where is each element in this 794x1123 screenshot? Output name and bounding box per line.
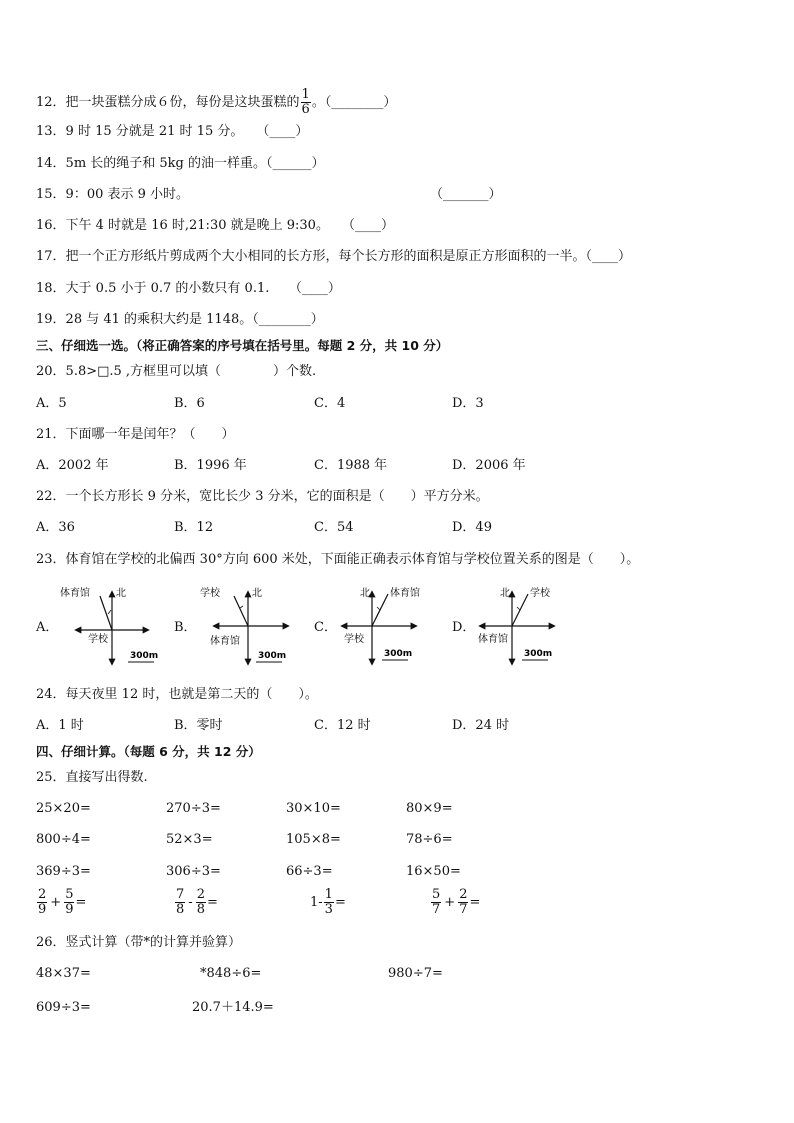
q12-text: 12．把一块蛋糕分成６份，每份是这块蛋糕的 <box>36 94 300 110</box>
q24-option-c[interactable]: C．12 时 <box>314 718 371 733</box>
diagram-b-top-label: 学校 <box>200 588 220 599</box>
diagram-d-top-label: 学校 <box>530 588 550 599</box>
calc-item: 52×3= <box>166 832 213 847</box>
q20-option-c[interactable]: C．4 <box>314 396 346 411</box>
q22-option-a[interactable]: A．36 <box>36 520 75 535</box>
question-12 <box>36 88 396 117</box>
q20-option-a[interactable]: A．5 <box>36 396 67 411</box>
q24-option-a[interactable]: A．1 时 <box>36 718 84 733</box>
section-4-heading: 四、仔细计算。（每题 6 分，共 12 分） <box>36 744 261 759</box>
q24-option-d[interactable]: D．24 时 <box>452 718 510 733</box>
question-16: 16．下午 4 时就是 16 时,21:30 就是晚上 9:30。 （____） <box>36 218 394 233</box>
question-22: 22．一个长方形长 9 分米，宽比长少 3 分米，它的面积是（ ）平方分米。 <box>36 489 489 504</box>
diagram-d-north-label: 北 <box>500 588 510 599</box>
fraction-expression: $\frac{5}{7}$ + $\frac{2}{7}$ = <box>432 887 481 917</box>
q22-option-d[interactable]: D．49 <box>452 520 492 535</box>
calc-item: 25×20= <box>36 801 91 816</box>
question-20: 20．5.8>□.5 ,方框里可以填（ ）个数. <box>36 364 317 379</box>
diagram-b-north-label: 北 <box>252 588 262 599</box>
fraction-expression: $\frac{7}{8}$ - $\frac{2}{8}$ = <box>176 887 218 917</box>
fraction-expression: 1- $\frac{1}{3}$ = <box>310 887 346 917</box>
q12-answer-blank[interactable]: 。（________） <box>311 94 397 110</box>
question-13: 13．9 时 15 分就是 21 时 15 分。 （____） <box>36 124 309 139</box>
question-18: 18．大于 0.5 小于 0.7 的小数只有 0.1. （____） <box>36 281 341 296</box>
diagram-a-bottom-label: 学校 <box>88 634 108 645</box>
question-14: 14．5m 长的绳子和 5kg 的油一样重。（______） <box>36 156 325 171</box>
calc-item: 48×37= <box>36 966 91 981</box>
question-21: 21．下面哪一年是闰年？（ ） <box>36 427 235 442</box>
diagram-a-scale-label: 300m <box>130 651 158 661</box>
diagram-a-north-label: 北 <box>116 588 126 599</box>
q22-option-c[interactable]: C．54 <box>314 520 354 535</box>
diagram-d-scale-label: 300m <box>524 649 553 659</box>
calc-item: 369÷3= <box>36 864 91 879</box>
diagram-b <box>196 584 298 668</box>
calc-item: 20.7＋14.9= <box>192 1000 274 1015</box>
question-26: 26．竖式计算（带*的计算并验算） <box>36 935 242 950</box>
calc-item: *848÷6= <box>200 966 262 981</box>
q23-option-d[interactable]: D． <box>452 620 476 635</box>
q20-option-b[interactable]: B．6 <box>174 396 205 411</box>
q23-option-c[interactable]: C． <box>314 620 337 635</box>
q24-option-b[interactable]: B．零时 <box>174 718 223 733</box>
calc-item: 270÷3= <box>166 801 221 816</box>
calc-item: 16×50= <box>406 864 461 879</box>
fraction-expression: $\frac{2}{9}$ + $\frac{5}{9}$ = <box>38 887 87 917</box>
question-25: 25．直接写出得数. <box>36 770 148 785</box>
calc-item: 980÷7= <box>388 966 443 981</box>
q23-option-b[interactable]: B． <box>174 620 197 635</box>
question-23: 23．体育馆在学校的北偏西 30°方向 600 米处，下面能正确表示体育馆与学校位置关系的图是（ ）。 <box>36 552 640 567</box>
diagram-a <box>56 584 158 668</box>
diagram-a-top-label: 体育馆 <box>60 588 90 599</box>
q23-option-a[interactable]: A． <box>36 620 59 635</box>
diagram-c-bottom-label: 学校 <box>344 634 364 645</box>
question-19: 19．28 与 41 的乘积大约是 1148。（________） <box>36 312 324 327</box>
diagram-c-scale-label: 300m <box>384 649 413 659</box>
diagram-d-bottom-label: 体育馆 <box>478 634 508 645</box>
q21-option-c[interactable]: C．1988 年 <box>314 458 388 473</box>
question-17: 17．把一个正方形纸片剪成两个大小相同的长方形，每个长方形的面积是原正方形面积的一半。（____） <box>36 249 632 264</box>
calc-item: 105×8= <box>286 832 341 847</box>
section-3-heading: 三、仔细选一选。（将正确答案的序号填在括号里。每题 2 分，共 10 分） <box>36 338 449 353</box>
diagram-b-scale-label: 300m <box>258 651 287 661</box>
calc-item: 66÷3= <box>286 864 333 879</box>
fraction: $\frac{1}{6}$ <box>301 87 310 117</box>
diagram-c-top-label: 体育馆 <box>390 588 420 599</box>
calc-item: 78÷6= <box>406 832 453 847</box>
calc-item: 306÷3= <box>166 864 221 879</box>
q22-option-b[interactable]: B．12 <box>174 520 214 535</box>
calc-item: 800÷4= <box>36 832 91 847</box>
diagram-d <box>474 584 576 668</box>
question-24: 24．每天夜里 12 时，也就是第二天的（ ）。 <box>36 687 318 702</box>
calc-item: 80×9= <box>406 801 453 816</box>
q21-option-d[interactable]: D．2006 年 <box>452 458 526 473</box>
diagram-c <box>336 584 438 668</box>
diagram-c-north-label: 北 <box>360 588 370 599</box>
q21-option-b[interactable]: B．1996 年 <box>174 458 247 473</box>
q20-option-d[interactable]: D．3 <box>452 396 484 411</box>
calc-item: 609÷3= <box>36 1000 91 1015</box>
question-15: 15．9：00 表示 9 小时。 <box>36 187 190 202</box>
diagram-b-bottom-label: 体育馆 <box>210 636 240 647</box>
q21-option-a[interactable]: A．2002 年 <box>36 458 109 473</box>
q15-answer-blank[interactable]: （_______） <box>430 187 502 202</box>
calc-item: 30×10= <box>286 801 341 816</box>
